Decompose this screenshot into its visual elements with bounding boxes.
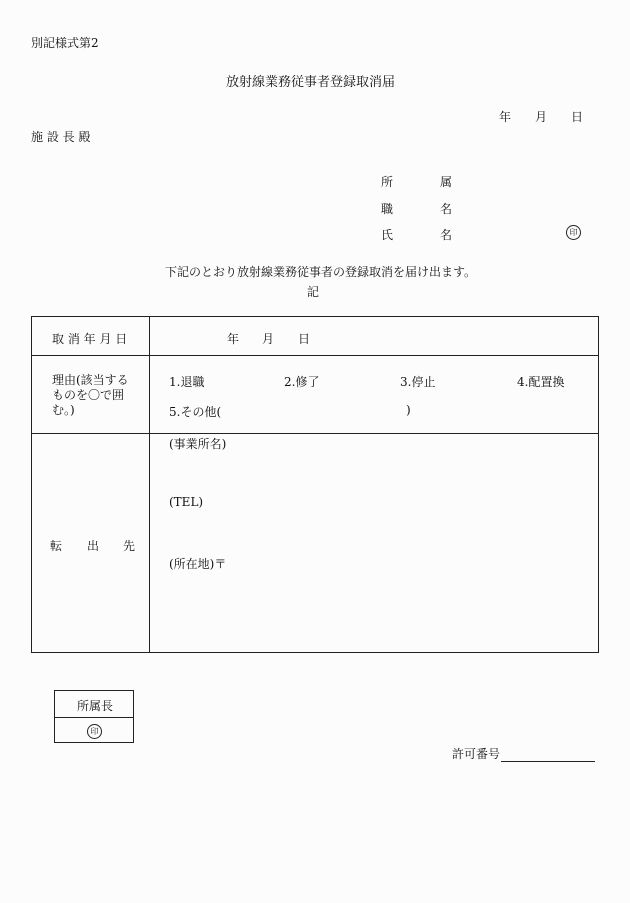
form-number: 別記様式第2 xyxy=(31,36,99,50)
transfer-office-name-field[interactable]: (事業所名) xyxy=(169,437,227,451)
permit-number-label: 許可番号 xyxy=(452,747,501,761)
seal-mark: 印 xyxy=(87,724,102,739)
reason-option-5[interactable]: 5.その他( xyxy=(169,405,222,419)
name-label-b: 名 xyxy=(440,228,453,242)
approval-box xyxy=(54,690,134,743)
cancel-date-day: 日 xyxy=(298,332,311,346)
table-row-divider xyxy=(32,355,598,356)
approval-seal-icon[interactable] xyxy=(87,723,102,739)
cancel-date-month: 月 xyxy=(262,332,275,346)
approval-label: 所属長 xyxy=(77,699,114,713)
cancel-date-label: 取 消 年 月 日 xyxy=(52,332,128,346)
cancel-date-year: 年 xyxy=(227,332,240,346)
permit-number-input[interactable] xyxy=(501,750,595,762)
date-month: 月 xyxy=(535,110,548,124)
approval-box-divider xyxy=(55,717,133,718)
reason-label: 理由(該当するものを〇で囲む。) xyxy=(52,373,129,417)
form-table xyxy=(31,316,599,653)
transfer-label-a: 転 xyxy=(50,539,63,553)
statement: 下記のとおり放射線業務従事者の登録取消を届け出ます。 xyxy=(165,265,477,279)
reason-other-close: ) xyxy=(406,403,411,417)
reason-option-4[interactable]: 4.配置換 xyxy=(517,375,565,389)
transfer-tel-field[interactable]: (TEL) xyxy=(169,495,204,509)
position-label-a: 職 xyxy=(381,202,394,216)
applicant-seal-icon xyxy=(566,224,581,240)
reason-option-2[interactable]: 2.修了 xyxy=(284,375,320,389)
transfer-address-field[interactable]: (所在地)〒 xyxy=(169,557,227,571)
page-title: 放射線業務従事者登録取消届 xyxy=(226,75,396,90)
addressee: 施 設 長 殿 xyxy=(31,130,91,144)
date-day: 日 xyxy=(571,110,584,124)
affiliation-label-a: 所 xyxy=(381,175,394,189)
position-label-b: 名 xyxy=(440,202,453,216)
transfer-label-b: 出 xyxy=(87,539,100,553)
table-row-divider xyxy=(32,433,598,434)
table-column-divider xyxy=(149,317,150,652)
name-label-a: 氏 xyxy=(381,228,394,242)
transfer-label-c: 先 xyxy=(123,539,136,553)
reason-option-1[interactable]: 1.退職 xyxy=(169,375,205,389)
ki-heading: 記 xyxy=(307,285,320,299)
permit-number xyxy=(452,745,595,762)
affiliation-label-b: 属 xyxy=(440,175,453,189)
date-year: 年 xyxy=(499,110,512,124)
seal-mark: 印 xyxy=(566,225,581,240)
reason-option-3[interactable]: 3.停止 xyxy=(400,375,436,389)
